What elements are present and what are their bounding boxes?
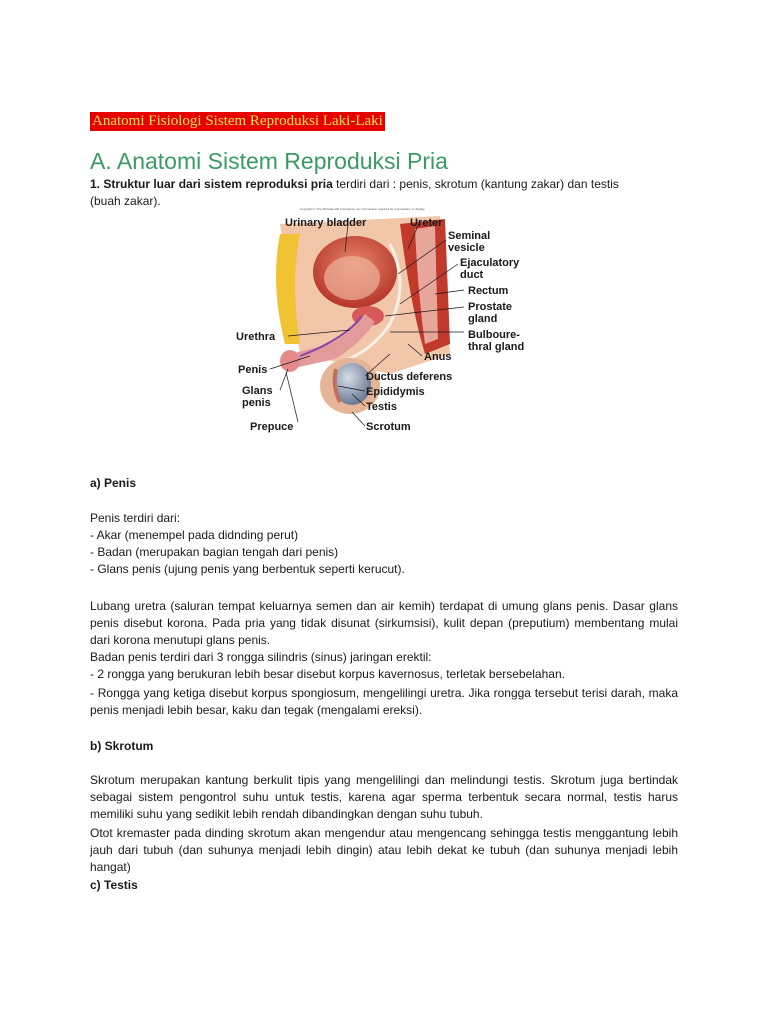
label-scrotum: Scrotum [366, 421, 411, 433]
label-prostate-gland-1: Prostate [468, 301, 513, 313]
label-glans-penis-2: penis [242, 397, 271, 409]
label-urethra: Urethra [236, 331, 276, 343]
section-a-list [90, 510, 678, 578]
section-heading: A. Anatomi Sistem Reproduksi Pria [90, 148, 448, 174]
intro-line2: (buah zakar). [90, 194, 161, 208]
list-item: - Badan (merupakan bagian tengah dari penis) [90, 545, 339, 559]
section-a-paragraph-3: - 2 rongga yang berukuran lebih besar disebut korpus kavernosus, terletak bersebelahan. [90, 667, 565, 681]
label-prepuce: Prepuce [250, 421, 294, 433]
document-title: Anatomi Fisiologi Sistem Reproduksi Laki-Laki [92, 113, 383, 129]
label-bulbourethral-gland-1: Bulboure- [468, 329, 520, 341]
label-seminal-vesicle-1: Seminal [448, 230, 491, 242]
label-urinary-bladder: Urinary bladder [285, 217, 367, 229]
bladder-inner [324, 256, 380, 300]
section-c-title: c) Testis [90, 878, 138, 892]
list-item: - Akar (menempel pada didnding perut) [90, 528, 299, 542]
label-prostate-gland-2: gland [468, 313, 498, 325]
label-anus: Anus [424, 351, 452, 363]
label-bulbourethral-gland-2: thral gland [468, 341, 525, 353]
label-seminal-vesicle-2: vesicle [448, 242, 485, 254]
label-glans-penis-1: Glans [242, 385, 273, 397]
label-ejaculatory-duct-1: Ejaculatory [460, 257, 520, 269]
section-b-paragraph-1: Skrotum merupakan kantung berkulit tipis yang mengelilingi dan melindungi testis. Skrotum juga bertindak sebagai sistem pengontrol suhu untuk testis, karena agar sperma terbentuk secara normal, testis harus memiliki suhu yang sedikit lebih rendah dibandingkan dengan suhu tubuh. [90, 773, 678, 821]
figure-copyright: Copyright © The McGraw-Hill Companies, Inc. Permission required for reproduction or display. [300, 207, 426, 211]
label-rectum: Rectum [468, 285, 509, 297]
section-a-paragraph-4: - Rongga yang ketiga disebut korpus spongiosum, mengelilingi uretra. Jika rongga tersebut terisi darah, maka penis menjadi lebih besar, kaku dan tegak (mengalami ereksi). [90, 686, 678, 717]
section-a-paragraph-2: Badan penis terdiri dari 3 rongga silindris (sinus) jaringan erektil: [90, 650, 432, 664]
section-a-paragraph-1: Lubang uretra (saluran tempat keluarnya semen dan air kemih) terdapat di umung glans penis. Dasar glans penis disebut korona. Pada pria yang tidak disunat (sirkumsisi), kulit depan (preputium) membentang mulai dari korona menutupi glans penis. [90, 599, 678, 647]
section-b-paragraph-2: Otot kremaster pada dinding skrotum akan mengendur atau mengencang sehingga testis menggantung lebih jauh dari tubuh (dan suhunya menjadi lebih dingin) atau lebih dekat ke tubuh (dan suhunya menjadi lebih hangat) [90, 826, 678, 874]
section-a-title: a) Penis [90, 476, 137, 490]
label-epididymis: Epididymis [366, 386, 425, 398]
label-ureter: Ureter [410, 217, 443, 229]
intro-rest: terdiri dari : penis, skrotum (kantung zakar) dan testis [332, 177, 619, 191]
section-a-intro: Penis terdiri dari: [90, 511, 181, 525]
intro-bold: 1. Struktur luar dari sistem reproduksi pria [90, 177, 333, 191]
label-testis: Testis [366, 401, 397, 413]
male-reproductive-anatomy-figure [236, 204, 540, 444]
label-ductus-deferens: Ductus deferens [366, 371, 453, 383]
label-ejaculatory-duct-2: duct [460, 269, 484, 281]
glans-shape [280, 350, 300, 372]
list-item: - Glans penis (ujung penis yang berbentuk seperti kerucut). [90, 562, 405, 576]
label-penis: Penis [238, 364, 268, 376]
section-b-title: b) Skrotum [90, 739, 154, 753]
